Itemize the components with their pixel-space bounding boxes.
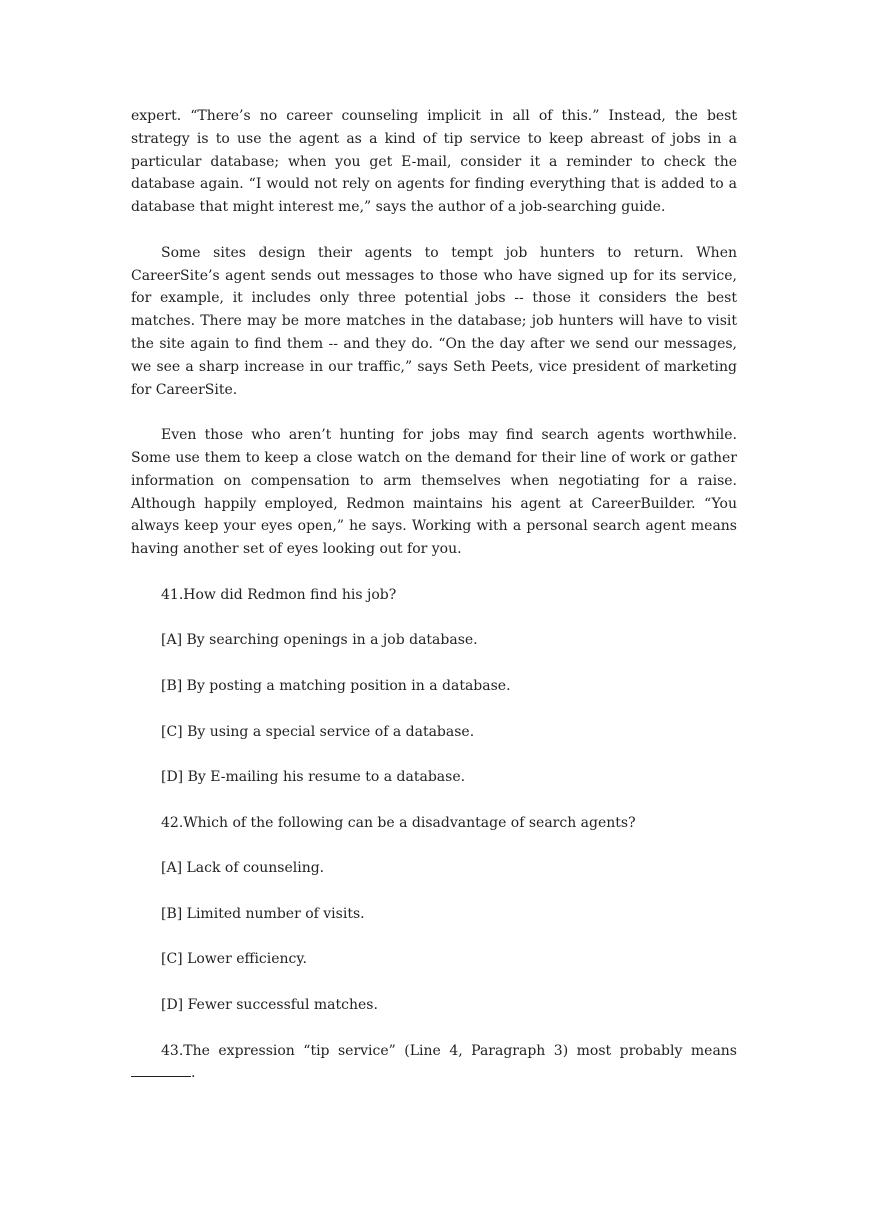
answer-blank — [131, 1062, 191, 1077]
passage-paragraph-2: Some sites design their agents to tempt job hunters to return. When CareerSite’s agent sends out messages to those who have signed up for its service, for example, it includes only three potential jobs -- those it considers the best matches. There may be more matches in the database; job hunters will have to visit the site again to find them -- and they do. “On the day after we send our messages, we see a sharp increase in our traffic,” says Seth Peets, vice president of marketing for CareerSite. — [131, 244, 737, 398]
question-43-text: 43.The expression “tip service” (Line 4, Paragraph 3) most probably means — [161, 1042, 737, 1059]
paragraph-gap — [131, 561, 737, 584]
question-42-stem: 42.Which of the following can be a disadvantage of search agents? — [161, 814, 636, 831]
question-41-option-a: [A] By searching openings in a job database. — [161, 632, 478, 649]
question-41-option-b: [B] By posting a matching position in a database. — [161, 677, 511, 694]
question-41-stem: 41.How did Redmon find his job? — [161, 586, 397, 603]
question-42-option-d: [D] Fewer successful matches. — [161, 997, 378, 1014]
question-43-period: . — [191, 1065, 196, 1082]
question-41-option-c: [C] By using a special service of a database. — [161, 723, 475, 740]
question-43-stem — [131, 1040, 737, 1086]
passage-paragraph-1: expert. “There’s no career counseling implicit in all of this.” Instead, the best strategy is to use the agent as a kind of tip service to keep abreast of jobs in a particular database; when you get E-mail, consider it a reminder to check the database again. “I would not rely on agents for finding everything that is added to a database that might interest me,” says the author of a job-searching guide. — [131, 108, 737, 216]
passage-paragraph-3: Even those who aren’t hunting for jobs may find search agents worthwhile. Some use them to keep a close watch on the demand for their line of work or gather information on compensation to arm themselves when negotiating for a raise. Although happily employed, Redmon maintains his agent at CareerBuilder. “You always keep your eyes open,” he says. Working with a personal search agent means having another set of eyes looking out for you. — [131, 427, 737, 558]
paragraph-gap — [131, 219, 737, 242]
question-42-option-b: [B] Limited number of visits. — [161, 905, 365, 922]
question-41-option-d: [D] By E-mailing his resume to a database. — [161, 769, 466, 786]
document-page — [131, 105, 737, 1085]
paragraph-gap — [131, 401, 737, 424]
question-42-option-a: [A] Lack of counseling. — [161, 860, 325, 877]
question-42-option-c: [C] Lower efficiency. — [161, 951, 307, 968]
